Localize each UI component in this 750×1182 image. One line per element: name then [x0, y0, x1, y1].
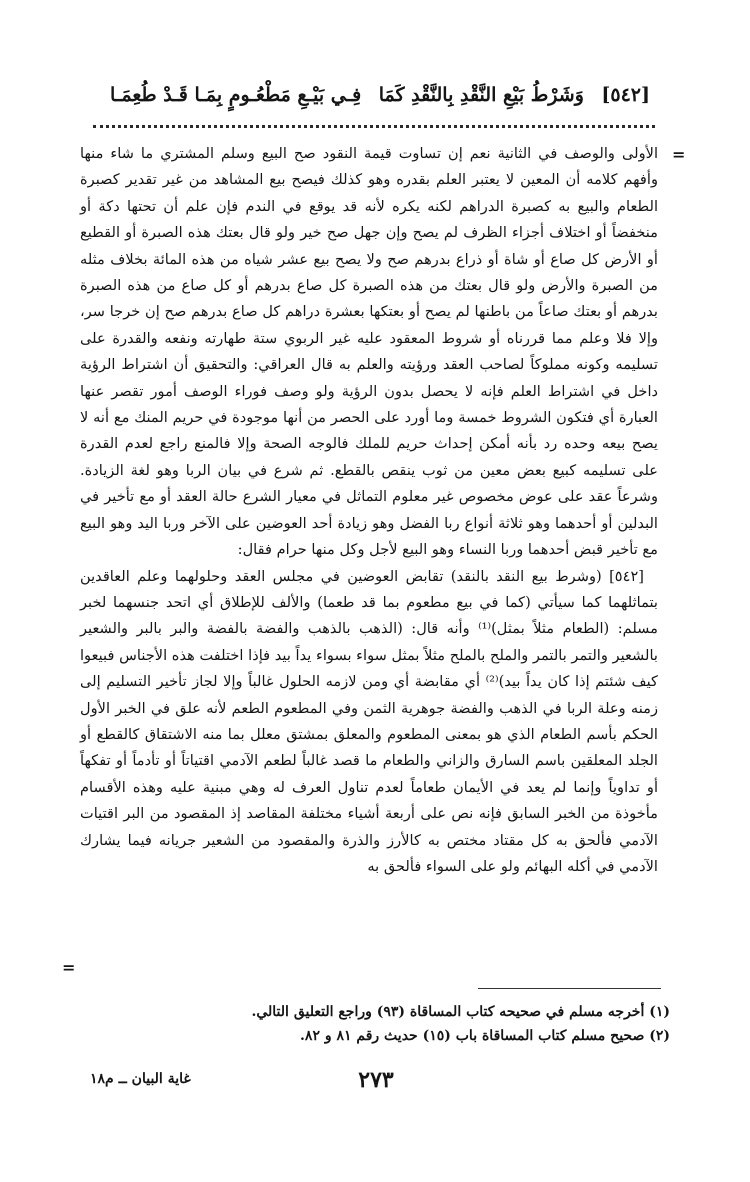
continuation-marker-end: =: [62, 958, 76, 977]
page-footer: [90, 1067, 662, 1095]
commentary-paragraph-2: [٥٤٢] (وشرط بيع النقد بالنقد) تقابض العوضين في مجلس العقد وحلولهما وعلم العاقدين بتماثلهما كما سيأتي (كما في بيع مطعوم بما قد طعما) والألف للإطلاق أي اتحد جنسهما لخبر مسلم: (الطعام مثلاً بمثل)⁽¹⁾ وأنه قال: (الذهب بالذهب والفضة بالفضة والبر بالبر والشعير بالشعير والتمر بالتمر والملح بالملح مثلاً بمثل سواء بسواء يداً بيد فإذا اختلفت هذه الأجناس فبيعوا كيف شئتم إذا كان يداً بيد)⁽²⁾ أي مقابضة أي ومن لازمه الحلول غالباً وإلا لجاز تأخير التسليم إلى زمنه وعلة الربا في الذهب والفضة جوهرية الثمن وفي المطعوم الطعم لأنه علق في الخبر الأول الحكم بأسم الطعام الذي هو بمعنى المطعوم والمعلق بمشتق معلل بما منه الاشتقاق كالقطع أو الجلد المعلقين باسم السارق والزاني والطعام ما قصد غالباً لطعم الآدمي اقتياتاً أو تأدماً أو تفكهاً أو تداوياً وإنما لم يعد في الأيمان طعاماً لعدم تناول العرف له وهي مبنية عليه وهذه الأقسام مأخوذة من الخبر السابق فإنه نص على أربعة أشياء مختلفة المقاصد إذ المقصود من البر اقتيات الآدمي فألحق به كل مقتاد مختص به كالأرز والذرة والمقصود من الشعير جريانه فيما يشارك الآدمي في أكله البهائم ولو على السواء فألحق به: [80, 567, 658, 875]
verse-second-hemistich: فِـي بَيْـعِ مَطْعُـومٍ بِمَـا قَـدْ طُعِمَـا: [110, 84, 362, 106]
continuation-marker-start: =: [672, 145, 686, 164]
page-number: ٢٧٣: [358, 1067, 394, 1093]
footnote-2: (٢) صحيح مسلم كتاب المساقاة باب (١٥) حديث رقم ٨١ و ٨٢.: [300, 1028, 670, 1044]
footnote-1: (١) أخرجه مسلم في صحيحه كتاب المساقاة (٩٣) وراجع التعليق التالي.: [251, 1004, 670, 1020]
book-signature: غاية البيان ــ م١٨: [90, 1071, 191, 1087]
verse-header: [110, 78, 650, 112]
commentary-body: [80, 141, 658, 880]
commentary-paragraph-1: الأولى والوصف في الثانية نعم إن تساوت قيمة النقود صح البيع وسلم المشتري ما شاء منها وأفهم كلامه أن المعين لا يعتبر العلم بقدره وهو كذلك فيصح بيع المشاهد من غير تقدير كصبرة الطعام والبيع به كصبرة الدراهم لكنه يكره لأنه قد يوقع في الندم فإن علم أن تحتها دكة أو منخفضاً أو اختلاف أجزاء الظرف لم يصح وإن جهل صح خير ولو قال بعتك هذه الصبرة أو القطيع أو الأرض كل صاع أو شاة أو ذراع بدرهم صح ولا يصح بيع عشر شياه من هذه المائة بخلاف مثله من الصبرة والأرض ولو قال بعتك من هذه الصبرة كل صاع بدرهم أو كل صاع من هذه الصبرة بدرهم أو بعتك صاعاً من باطنها لم يصح أو بعتكها بعشرة دراهم كل صاع بدرهم صح إن خرجا سر، وإلا فلا وعلم مما قررناه أو شروط المعقود عليه غير الربوي ستة طهارته ونفعه والقدرة على تسليمه وكونه مملوكاً لصاحب العقد ورؤيته والعلم به قال العراقي: والتحقيق أن اشتراط الرؤية داخل في اشتراط العلم فإنه لا يحصل بدون الرؤية ولو وصف فوراء الوصف أمور تقصر عنها العبارة أي فتكون الشروط خمسة وما أورد على الحصر من أنها موجودة في حريم المنك مع أنه لا يصح بيعه وحده رد بأنه أمكن إحداث حريم للملك فالوجه الصحة وإلا فالمنع راجع لعدم القدرة على تسليمه كبيع بعض معين من ثوب ينقص بالقطع. ثم شرع في بيان الربا وهو لغة الزيادة. وشرعاً عقد على عوض مخصوص غير معلوم التماثل في معيار الشرع حالة العقد أو مع تأخير في البدلين أو أحدهما وهو ثلاثة أنواع ربا الفضل وهو زيادة أحد العوضين على الآخر وربا اليد وهو البيع مع تأخير قبض أحدهما وربا النساء وهو البيع لأجل وكل منها حرام فقال:: [80, 145, 658, 559]
verse-number: [٥٤٢]: [601, 84, 650, 106]
header-dotted-divider: [93, 125, 655, 128]
footnotes: [240, 1000, 670, 1048]
footnote-divider: [478, 988, 661, 989]
verse-first-hemistich: وَشَرْطُ بَيْعِ النَّقْدِ بِالنَّقْدِ كَمَا: [378, 84, 584, 106]
